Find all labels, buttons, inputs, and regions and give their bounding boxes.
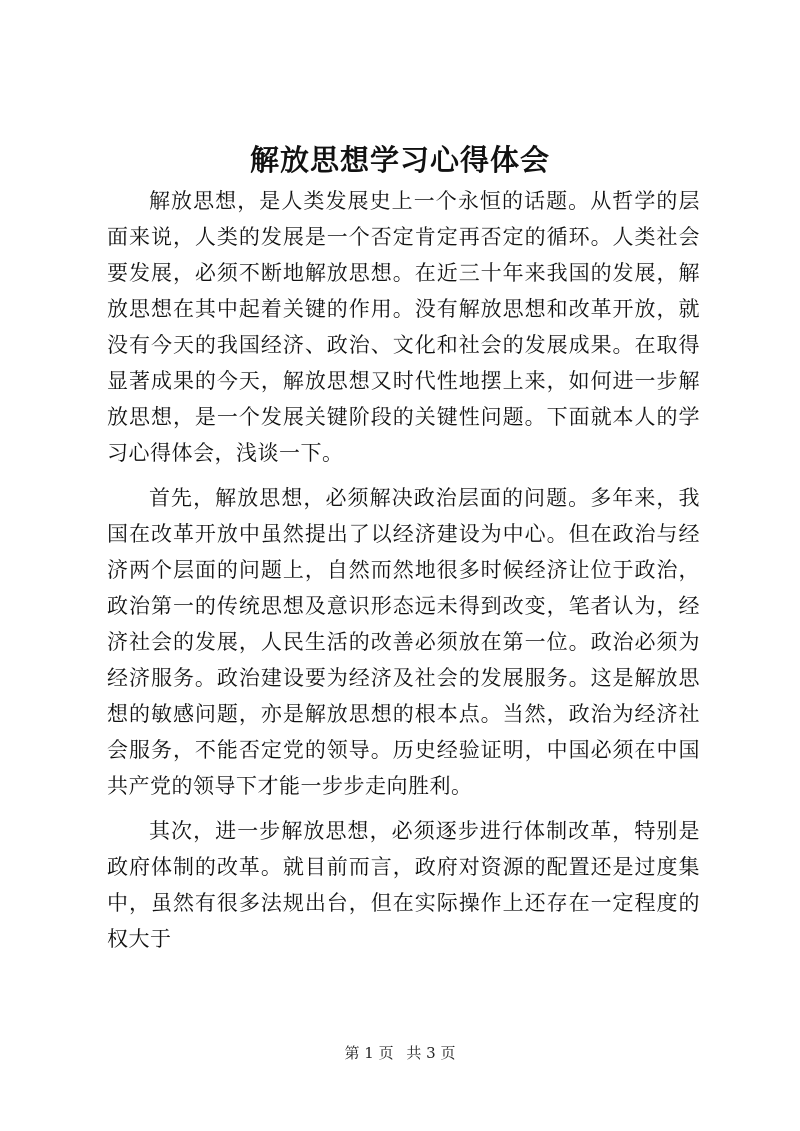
paragraph-1: 解放思想，是人类发展史上一个永恒的话题。从哲学的层面来说，人类的发展是一个否定肯定再否定的循环。人类社会要发展，必须不断地解放思想。在近三十年来我国的发展，解放思想在其中起着关键的作用。没有解放思想和改革开放，就没有今天的我国经济、政治、文化和社会的发展成果。在取得显著成果的今天，解放思想又时代性地摆上来，如何进一步解放思想，是一个发展关键阶段的关键性问题。下面就本人的学习心得体会，浅谈一下。: [107, 189, 700, 465]
paragraph-3: 其次，进一步解放思想，必须逐步进行体制改革，特别是政府体制的改革。就目前而言，政府对资源的配置还是过度集中，虽然有很多法规出台，但在实际操作上还存在一定程度的权大于: [107, 819, 700, 951]
page-total: 共 3 页: [406, 1044, 456, 1062]
paragraph-2: 首先，解放思想，必须解决政治层面的问题。多年来，我国在改革开放中虽然提出了以经济建设为中心。但在政治与经济两个层面的问题上，自然而然地很多时候经济让位于政治，政治第一的传统思想及意识形态远未得到改变，笔者认为，经济社会的发展，人民生活的改善必须放在第一位。政治必须为经济服务。政治建设要为经济及社会的发展服务。这是解放思想的敏感问题，亦是解放思想的根本点。当然，政治为经济社会服务，不能否定党的领导。历史经验证明，中国必须在中国共产党的领导下才能一步步走向胜利。: [107, 486, 700, 798]
page-footer: [0, 1043, 800, 1063]
document-body: [107, 183, 700, 957]
page-number: 第 1 页: [344, 1044, 394, 1062]
document-title: 解放思想学习心得体会: [249, 143, 550, 177]
